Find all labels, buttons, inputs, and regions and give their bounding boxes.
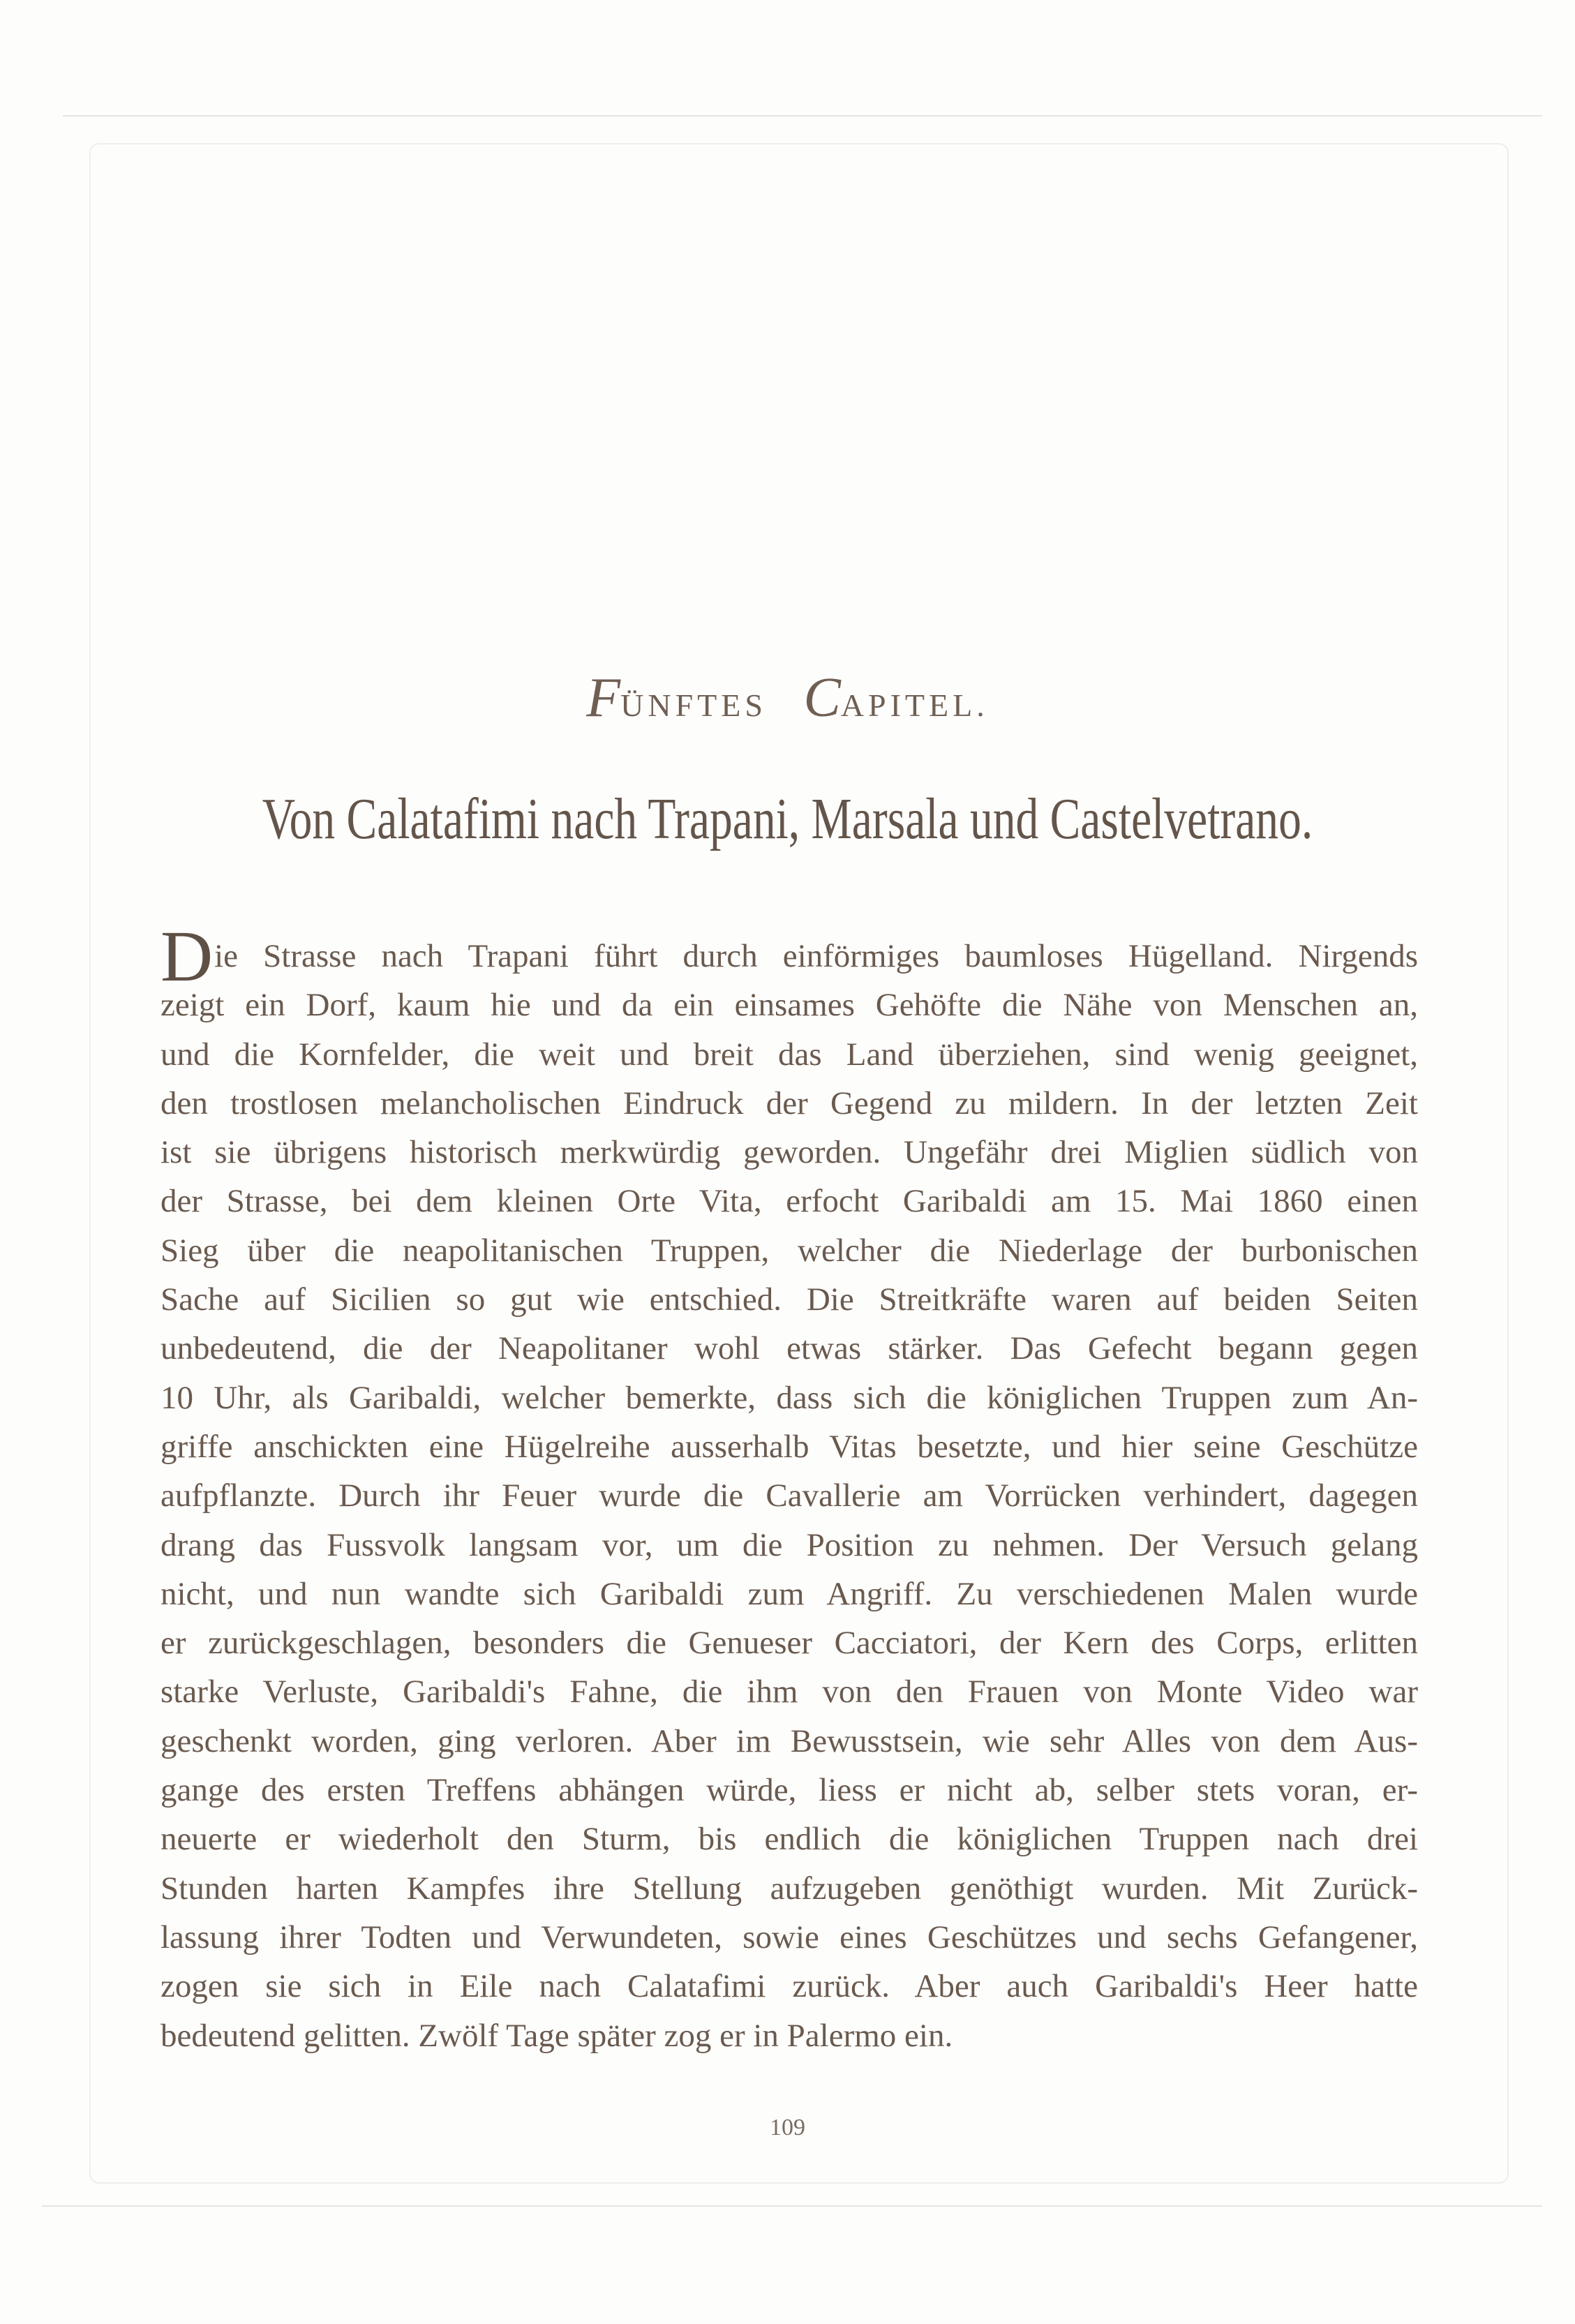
text-line: bedeutend gelitten. Zwölf Tage später zog er in Palermo ein. bbox=[161, 2017, 953, 2054]
text-line: geschenkt worden, ging verloren. Aber im Bewusstsein, wie sehr Alles von dem Aus- bbox=[161, 1722, 1418, 1759]
text-line: und die Kornfelder, die weit und breit das Land überziehen, sind wenig geeignet, bbox=[161, 1036, 1418, 1073]
text-line: gange des ersten Treffens abhängen würde, liess er nicht ab, selber stets voran, er- bbox=[161, 1772, 1418, 1809]
chapter-initial-c: C bbox=[803, 667, 841, 729]
body-text bbox=[161, 916, 1418, 2060]
drop-cap: D bbox=[161, 916, 214, 997]
chapter-initial-f: F bbox=[586, 667, 621, 729]
chapter-word-2: APITEL. bbox=[840, 687, 989, 723]
text-line: griffe anschickten eine Hügelreihe ausserhalb Vitas besetzte, und hier seine Geschütze bbox=[161, 1428, 1418, 1465]
text-line: der Strasse, bei dem kleinen Orte Vita, erfocht Garibaldi am 15. Mai 1860 einen bbox=[161, 1183, 1418, 1220]
text-line: zeigt ein Dorf, kaum hie und da ein einsames Gehöfte die Nähe von Menschen an, bbox=[161, 987, 1418, 1024]
text-line: Stunden harten Kampfes ihre Stellung aufzugeben genöthigt wurden. Mit Zurück- bbox=[161, 1870, 1418, 1907]
page-number: 109 bbox=[770, 2115, 805, 2140]
text-line: starke Verluste, Garibaldi's Fahne, die ihm von den Frauen von Monte Video war bbox=[161, 1674, 1418, 1711]
text-line: 10 Uhr, als Garibaldi, welcher bemerkte, dass sich die königlichen Truppen zum An- bbox=[161, 1379, 1418, 1416]
text-line: drang das Fussvolk langsam vor, um die Position zu nehmen. Der Versuch gelang bbox=[161, 1526, 1418, 1563]
chapter-title: Von Calatafimi nach Trapani, Marsala und Castelvetrano. bbox=[262, 787, 1313, 851]
text-line bbox=[161, 916, 1418, 997]
text-line: Sieg über die neapolitanischen Truppen, welcher die Niederlage der burbonischen bbox=[161, 1232, 1418, 1269]
text-line: unbedeutend, die der Neapolitaner wohl etwas stärker. Das Gefecht begann gegen bbox=[161, 1330, 1418, 1367]
top-edge-rule bbox=[63, 115, 1542, 117]
text-line: ist sie übrigens historisch merkwürdig geworden. Ungefähr drei Miglien südlich von bbox=[161, 1134, 1418, 1171]
text-line: lassung ihrer Todten und Verwundeten, sowie eines Geschützes und sechs Gefangener, bbox=[161, 1919, 1418, 1956]
text-line: neuerte er wiederholt den Sturm, bis endlich die königlichen Truppen nach drei bbox=[161, 1821, 1418, 1858]
bottom-edge-rule bbox=[42, 2205, 1542, 2207]
chapter-heading bbox=[0, 666, 1575, 730]
chapter-word-1: ÜNFTES bbox=[620, 687, 767, 723]
text-line: aufpflanzte. Durch ihr Feuer wurde die Cavallerie am Vorrücken verhindert, dagegen bbox=[161, 1477, 1418, 1514]
text-line: den trostlosen melancholischen Eindruck der Gegend zu mildern. In der letzten Zeit bbox=[161, 1085, 1418, 1122]
text-line: zogen sie sich in Eile nach Calatafimi zurück. Aber auch Garibaldi's Heer hatte bbox=[161, 1968, 1418, 2005]
text-line-content: ie Strasse nach Trapani führt durch einförmiges baumloses Hügelland. Nirgends bbox=[214, 938, 1418, 974]
text-line: er zurückgeschlagen, besonders die Genueser Cacciatori, der Kern des Corps, erlitten bbox=[161, 1625, 1418, 1662]
text-line: nicht, und nun wandte sich Garibaldi zum Angriff. Zu verschiedenen Malen wurde bbox=[161, 1575, 1418, 1612]
text-line: Sache auf Sicilien so gut wie entschied. Die Streitkräfte waren auf beiden Seiten bbox=[161, 1281, 1418, 1318]
